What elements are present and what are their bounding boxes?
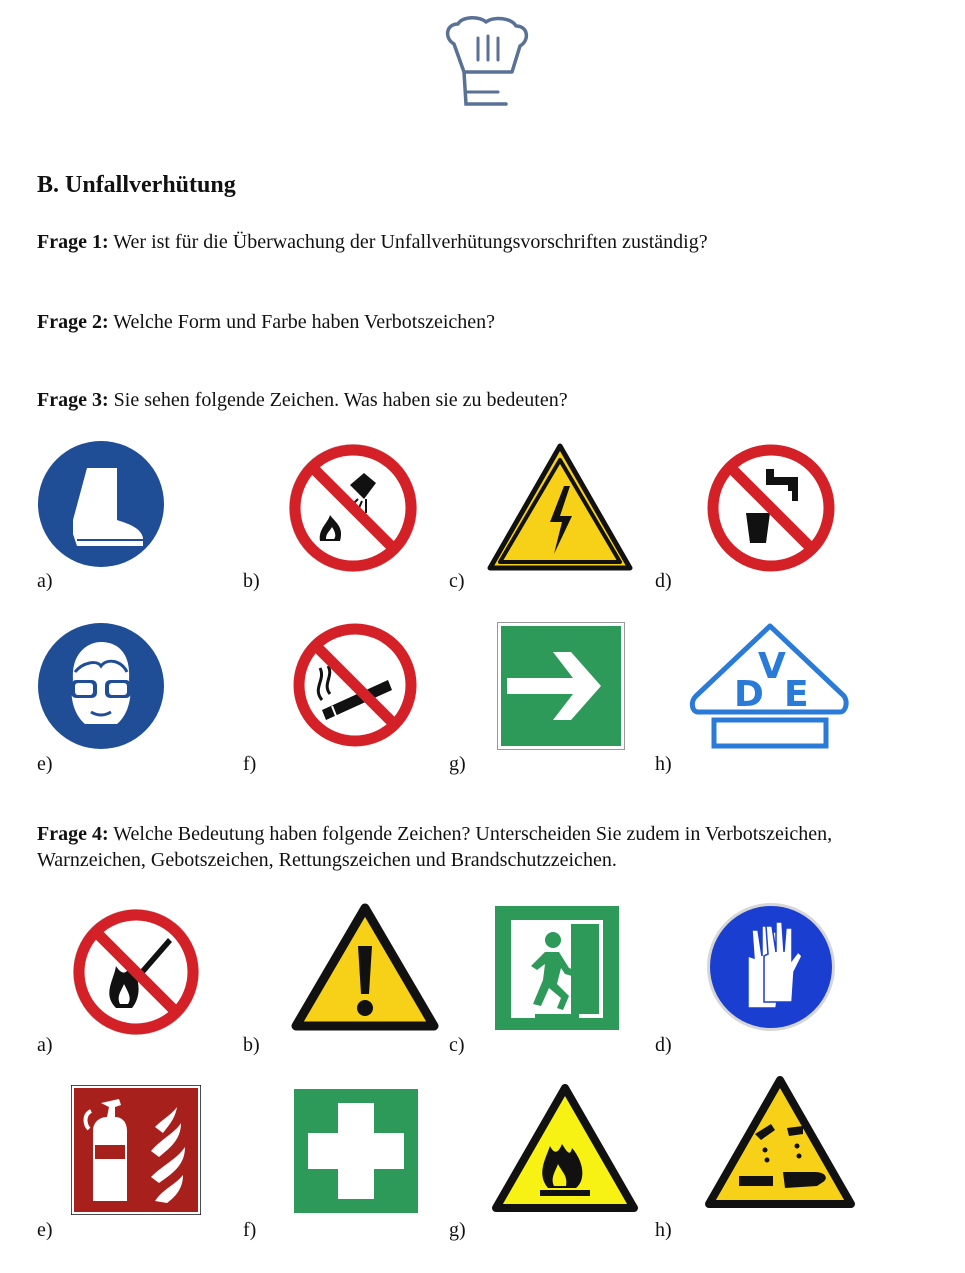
corrosive-warning-icon: [705, 1076, 855, 1210]
question-1-label: Frage 1:: [37, 231, 109, 253]
question-4-label: Frage 4:: [37, 823, 109, 845]
flammable-warning-icon: [492, 1084, 638, 1214]
no-open-flame-icon: [72, 908, 200, 1036]
general-warning-icon: [290, 902, 440, 1032]
question-3-text: Sie sehen folgende Zeichen. Was haben sie zu bedeuten?: [113, 389, 568, 411]
electrical-hazard-icon: [486, 442, 634, 574]
q3-label-d: d): [655, 570, 672, 592]
q4-label-b: b): [243, 1034, 260, 1056]
emergency-exit-arrow-icon: [497, 622, 625, 750]
fire-extinguisher-icon: [71, 1085, 201, 1215]
question-2: [37, 309, 917, 335]
vde-letter-v: V: [758, 646, 786, 687]
q4-label-h: h): [655, 1219, 672, 1241]
q4-label-d: d): [655, 1034, 672, 1056]
question-4: [37, 821, 917, 873]
q3-label-b: b): [243, 570, 260, 592]
chef-hat-logo-icon: [440, 14, 532, 114]
vde-letter-e: E: [784, 674, 809, 715]
no-smoking-icon: [292, 622, 418, 748]
vde-mark-icon: [688, 620, 852, 752]
q4-label-e: e): [37, 1219, 53, 1241]
q3-label-f: f): [243, 753, 257, 775]
vde-letter-d: D: [734, 674, 764, 715]
q3-label-a: a): [37, 570, 53, 592]
first-aid-icon: [294, 1089, 418, 1213]
question-2-text: Welche Form und Farbe haben Verbotszeichen?: [113, 311, 496, 333]
section-title: B. Unfallverhütung: [37, 172, 236, 198]
no-drinking-water-icon: [706, 443, 836, 573]
q3-label-e: e): [37, 753, 53, 775]
question-3: [37, 387, 917, 413]
question-1-text: Wer ist für die Überwachung der Unfallverhütungsvorschriften zuständig?: [113, 231, 708, 253]
question-4-text: Welche Bedeutung haben folgende Zeichen? Unterscheiden Sie zudem in Verbotszeichen, Warnzeichen, Gebotszeichen, Rettungszeichen und Brandschutzzeichen.: [37, 823, 833, 871]
foot-protection-icon: [37, 440, 165, 568]
question-2-label: Frage 2:: [37, 311, 109, 333]
q3-label-h: h): [655, 753, 672, 775]
q3-label-g: g): [449, 753, 466, 775]
eye-protection-icon: [37, 622, 165, 750]
q4-label-g: g): [449, 1219, 466, 1241]
question-1: [37, 229, 917, 255]
q4-label-f: f): [243, 1219, 257, 1241]
q4-label-a: a): [37, 1034, 53, 1056]
q4-label-c: c): [449, 1034, 465, 1056]
no-water-extinguishing-icon: [288, 443, 418, 573]
hand-protection-icon: [706, 902, 836, 1032]
q3-label-c: c): [449, 570, 465, 592]
question-3-label: Frage 3:: [37, 389, 109, 411]
emergency-exit-icon: [495, 906, 619, 1030]
